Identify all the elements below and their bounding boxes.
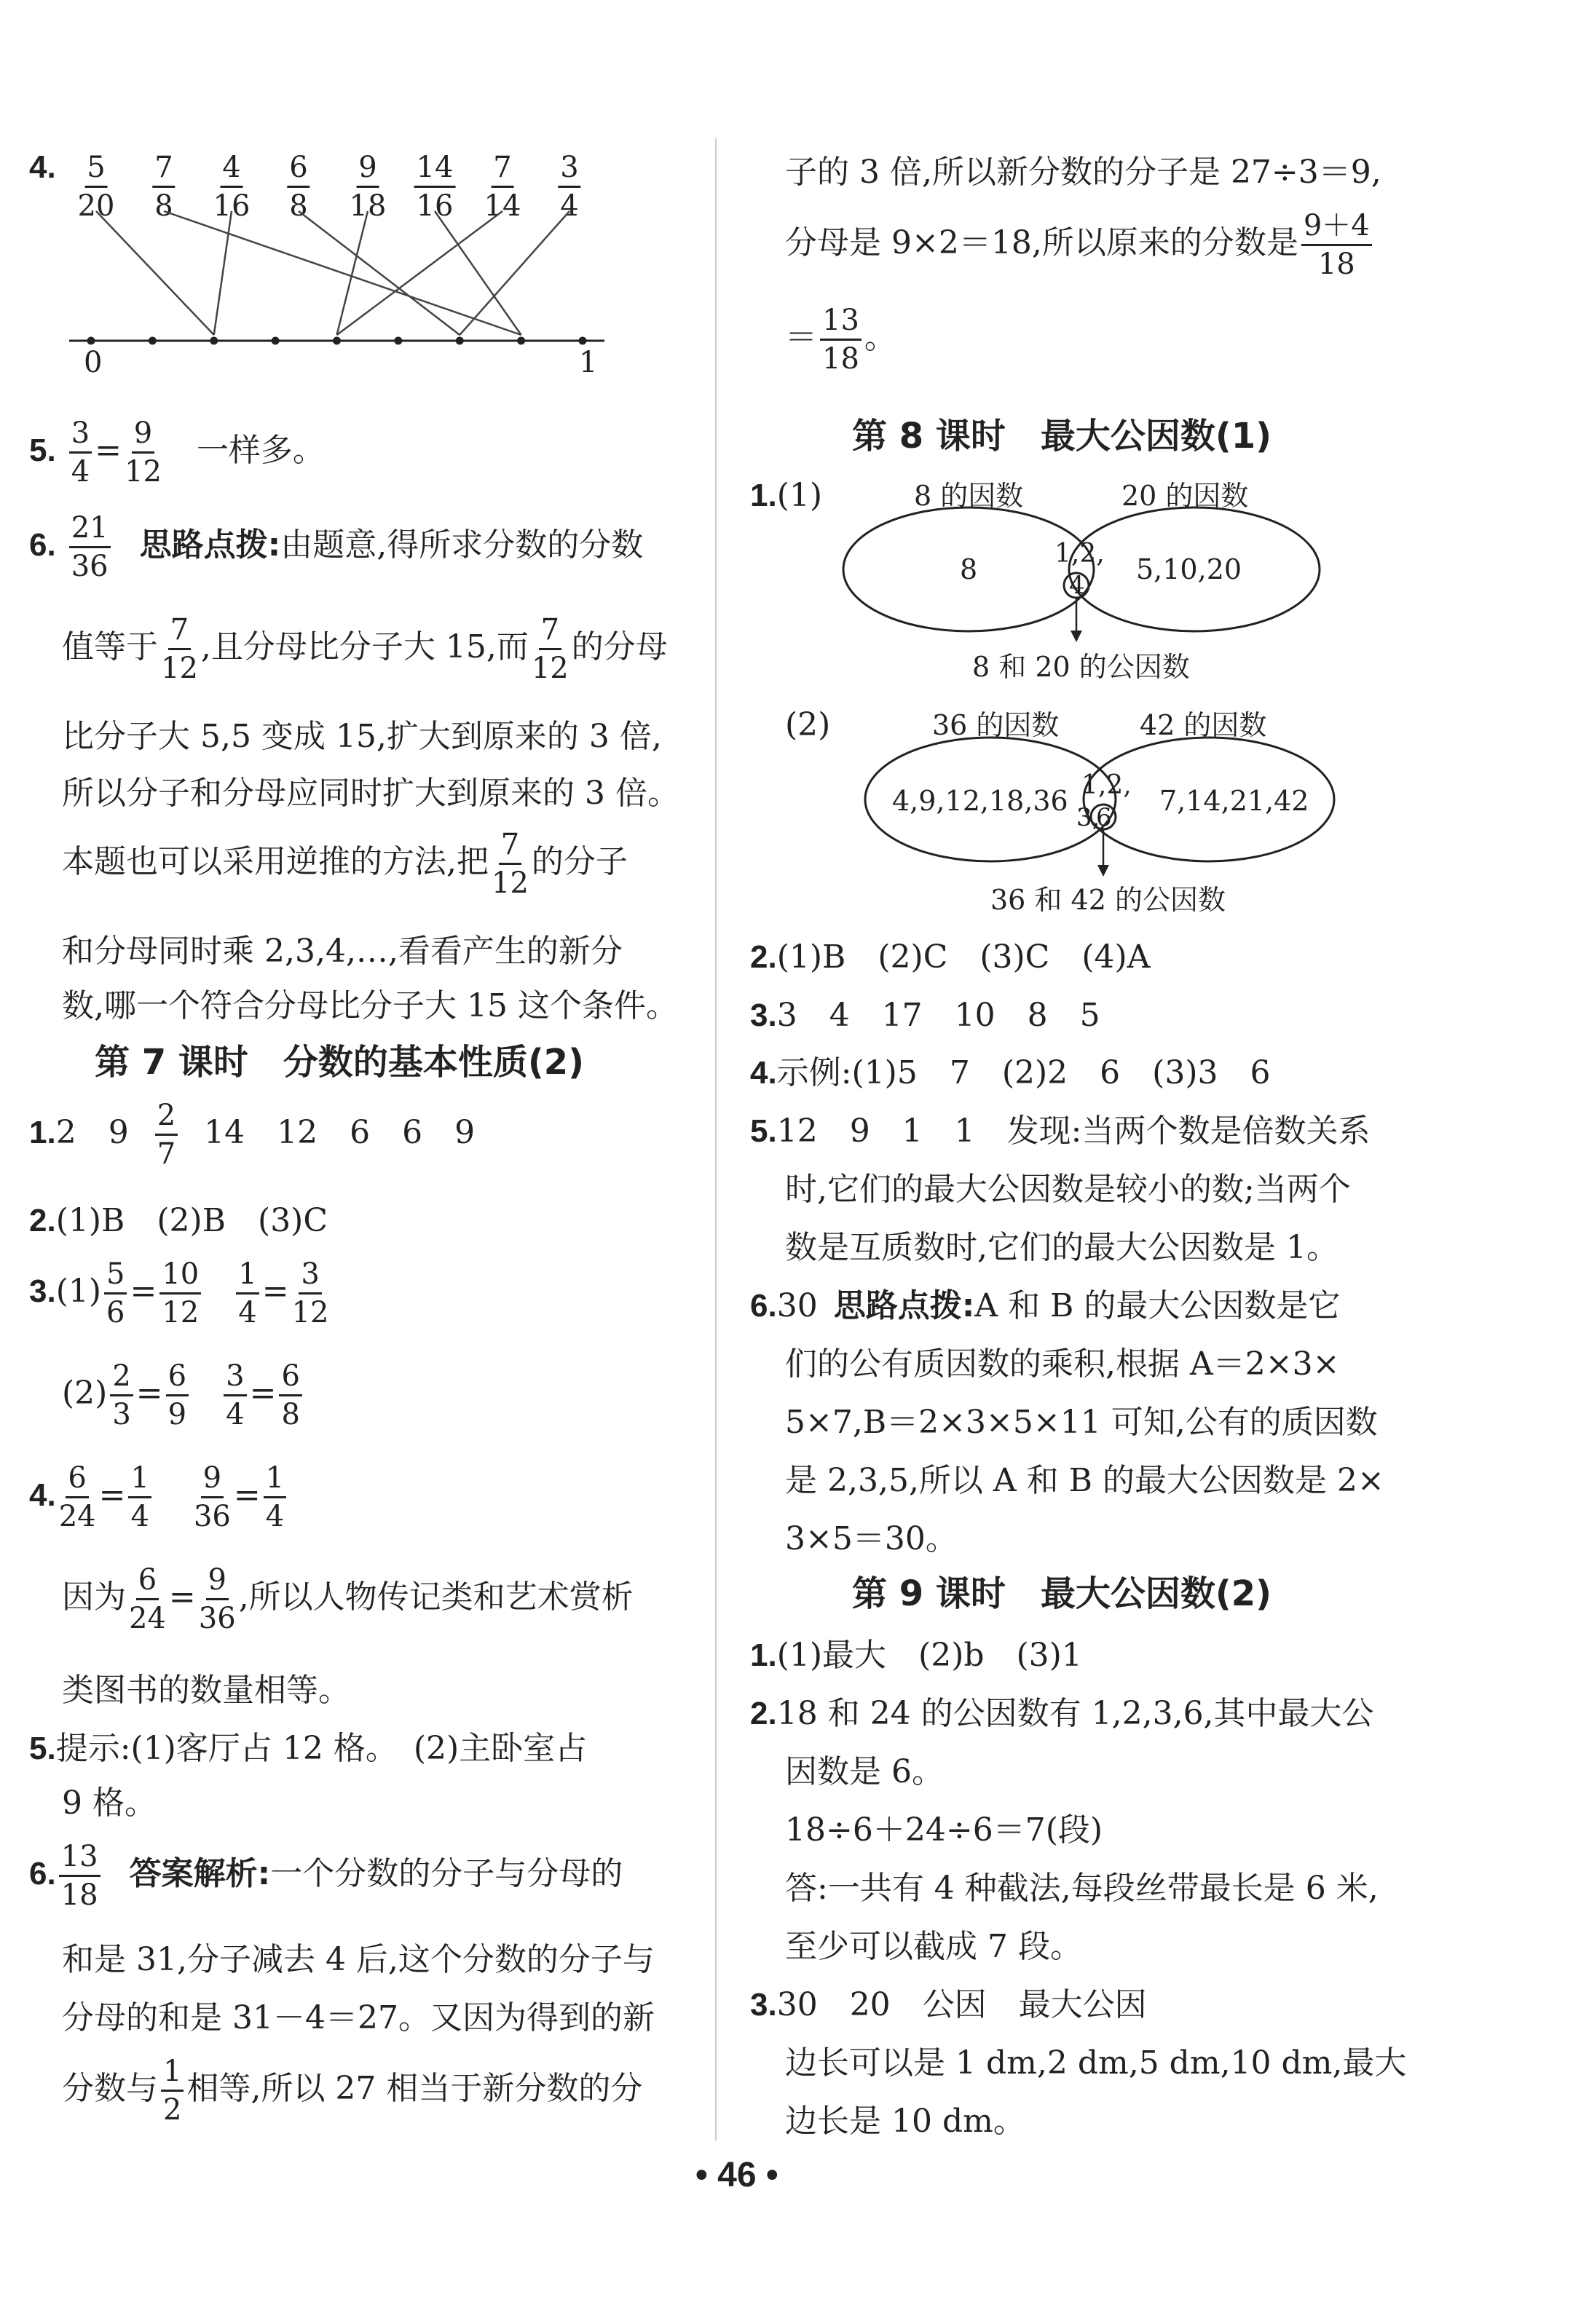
- q4-fraction: 3 4: [558, 153, 580, 221]
- continued-line: 分母是 9×2＝18,所以原来的分数是 $\frac{9+4}{18}$: [785, 211, 1375, 279]
- q6: 6. $\frac{21}{36}$ 思路点拨:由题意,得所求分数的分数: [29, 511, 644, 583]
- s9-q1: 1.(1)最大 (2)b (3)1: [750, 1637, 1082, 1674]
- hint-label: 思路点拨:: [139, 526, 281, 564]
- s8-q2: 2.(1)B (2)C (3)C (4)A: [750, 938, 1151, 976]
- continued-line: ＝ $\frac{13}{18}$ 。: [785, 304, 896, 376]
- q6-line: 所以分子和分母应同时扩大到原来的 3 倍。: [62, 775, 679, 812]
- q4-fraction: 6 8: [287, 153, 310, 221]
- s9-q3: 3.30 20 公因 最大公因: [750, 1986, 1147, 2023]
- q4-number: 4.: [29, 149, 56, 185]
- s8-q4: 4.示例:(1)5 7 (2)2 6 (3)3 6: [750, 1054, 1271, 1091]
- s9-q2-line: 至少可以截成 7 段。: [785, 1928, 1082, 1965]
- s9-q3-line: 边长可以是 1 dm,2 dm,5 dm,10 dm,最大: [785, 2044, 1407, 2082]
- venn-2-common: 1,2,: [1081, 770, 1132, 800]
- venn-1-common: 1,2,: [1054, 539, 1105, 569]
- fraction: $\frac{3}{4}$: [69, 419, 92, 486]
- q6-line: 比分子大 5,5 变成 15,扩大到原来的 3 倍,: [62, 718, 662, 755]
- section-heading-7: 第 7 课时 分数的基本性质(2): [95, 1042, 585, 1083]
- q5: 5. $\frac{3}{4}$ = $\frac{9}{12}$ 一样多。: [29, 416, 325, 489]
- venn-1-left-title: 8 的因数: [914, 480, 1024, 512]
- q4-fraction: 14 16: [414, 153, 456, 221]
- venn-2-right-values: 7,14,21,42: [1159, 785, 1309, 817]
- s7-q6-line: 分母的和是 31－4＝27。又因为得到的新: [62, 1999, 655, 2036]
- s8-q6-line: 们的公有质因数的乘积,根据 A＝2×3×: [785, 1345, 1340, 1383]
- s8-q3: 3.3 4 17 10 8 5: [750, 997, 1100, 1034]
- venn-2-left-values: 4,9,12,18,36: [892, 785, 1068, 817]
- q4-fraction: 9 18: [349, 151, 387, 223]
- s7-q5-line: 9 格。: [62, 1784, 157, 1822]
- s8-q6-line: 是 2,3,5,所以 A 和 B 的最大公因数是 2×: [785, 1462, 1384, 1499]
- q5-number: 5.: [29, 432, 56, 468]
- s7-q5: 5.提示:(1)客厅占 12 格。 (2)主卧室占: [29, 1730, 588, 1767]
- q4-fraction: 7 8: [152, 153, 175, 221]
- venn-2-left-title: 36 的因数: [932, 709, 1060, 741]
- s7-q3-part2: (2) $\frac{2}{3}$ = $\frac{6}{9}$ $\frac{3}{4}$ = $\frac{6}{8}$: [62, 1361, 305, 1429]
- venn-1-right-values: 5,10,20: [1136, 553, 1242, 585]
- s8-q1-part2: (2): [785, 706, 831, 743]
- q6-line: 本题也可以采用逆推的方法,把 $\frac{7}{12}$ 的分子: [62, 828, 628, 900]
- venn-1-caption: 8 和 20 的公因数: [972, 651, 1190, 683]
- venn-1-left-values: 8: [960, 553, 978, 585]
- s7-q4-line: 类图书的数量相等。: [62, 1672, 350, 1709]
- s9-q2-line: 答:一共有 4 种截法,每段丝带最长是 6 米,: [785, 1870, 1379, 1907]
- s7-q4: 4. $\frac{6}{24}$ = $\frac{1}{4}$ $\frac{9}{36}$ = $\frac{1}{4}$: [29, 1463, 289, 1531]
- s9-q2: 2.18 和 24 的公因数有 1,2,3,6,其中最大公: [750, 1695, 1374, 1732]
- s8-q6: 6.30 思路点拨:A 和 B 的最大公因数是它: [750, 1287, 1341, 1324]
- axis-label-1: 1: [579, 346, 598, 379]
- s9-q3-line: 边长是 10 dm。: [785, 2103, 1025, 2140]
- q6-line: 和分母同时乘 2,3,4,…,看看产生的新分: [62, 933, 623, 970]
- s7-q3: 3.(1) $\frac{5}{6}$ = $\frac{10}{12}$ $\frac{1}{4}$ = $\frac{3}{12}$: [29, 1257, 329, 1329]
- q4-fraction: 5 20: [77, 151, 115, 223]
- continued-line: 子的 3 倍,所以新分数的分子是 27÷3＝9,: [785, 154, 1381, 191]
- venn-1-gcf: 4: [1069, 571, 1085, 600]
- hint-label: 思路点拨:: [833, 1287, 975, 1324]
- q4-fraction: 4 16: [213, 151, 251, 223]
- axis-label-0: 0: [84, 346, 103, 379]
- s7-q6-line: 和是 31,分子减去 4 后,这个分数的分子与: [62, 1941, 655, 1978]
- page-number: • 46 •: [695, 2156, 778, 2194]
- fraction: $\frac{21}{36}$: [69, 513, 111, 581]
- q4-fraction: 7 14: [484, 151, 521, 223]
- q6-line: 数,哪一个符合分母比分子大 15 这个条件。: [62, 987, 678, 1024]
- s7-q2: 2.(1)B (2)B (3)C: [29, 1202, 328, 1239]
- fraction: $\frac{9}{12}$: [125, 416, 162, 489]
- s7-q6-line: 分数与 $\frac{1}{2}$ 相等,所以 27 相当于新分数的分: [62, 2055, 643, 2127]
- s7-q1: 1.2 9 $\frac{2}{7}$ 14 12 6 6 9: [29, 1099, 476, 1171]
- s7-q4-line: 因为 $\frac{6}{24}$ = $\frac{9}{36}$ ,所以人物传记类和艺术赏析: [62, 1563, 634, 1635]
- s8-q5-line: 数是互质数时,它们的最大公因数是 1。: [785, 1229, 1338, 1266]
- q6-line: 值等于 $\frac{7}{12}$ ,且分母比分子大 15,而 $\frac{7}{12}$ 的分母: [62, 613, 668, 685]
- s9-q2-line: 因数是 6。: [785, 1753, 944, 1790]
- venn-2-gcf: 6: [1096, 803, 1112, 832]
- venn-2-right-title: 42 的因数: [1140, 709, 1267, 741]
- s8-q5: 5.12 9 1 1 发现:当两个数是倍数关系: [750, 1112, 1371, 1150]
- s8-q6-line: 5×7,B＝2×3×5×11 可知,公有的质因数: [785, 1404, 1378, 1441]
- analysis-label: 答案解析:: [129, 1855, 271, 1892]
- s8-q6-line: 3×5＝30。: [785, 1520, 958, 1557]
- s8-q5-line: 时,它们的最大公因数是较小的数;当两个: [785, 1171, 1351, 1208]
- s7-q6: 6. $\frac{13}{18}$ 答案解析:一个分数的分子与分母的: [29, 1840, 623, 1912]
- section-heading-9: 第 9 课时 最大公因数(2): [852, 1573, 1272, 1614]
- venn-1-right-title: 20 的因数: [1121, 480, 1249, 512]
- s9-q2-line: 18÷6＋24÷6＝7(段): [785, 1811, 1103, 1849]
- s8-q1: 1.(1): [750, 477, 823, 514]
- section-heading-8: 第 8 课时 最大公因数(1): [852, 416, 1272, 456]
- venn-2-caption: 36 和 42 的公因数: [990, 884, 1226, 916]
- venn-2-common-3: 3,: [1076, 803, 1100, 832]
